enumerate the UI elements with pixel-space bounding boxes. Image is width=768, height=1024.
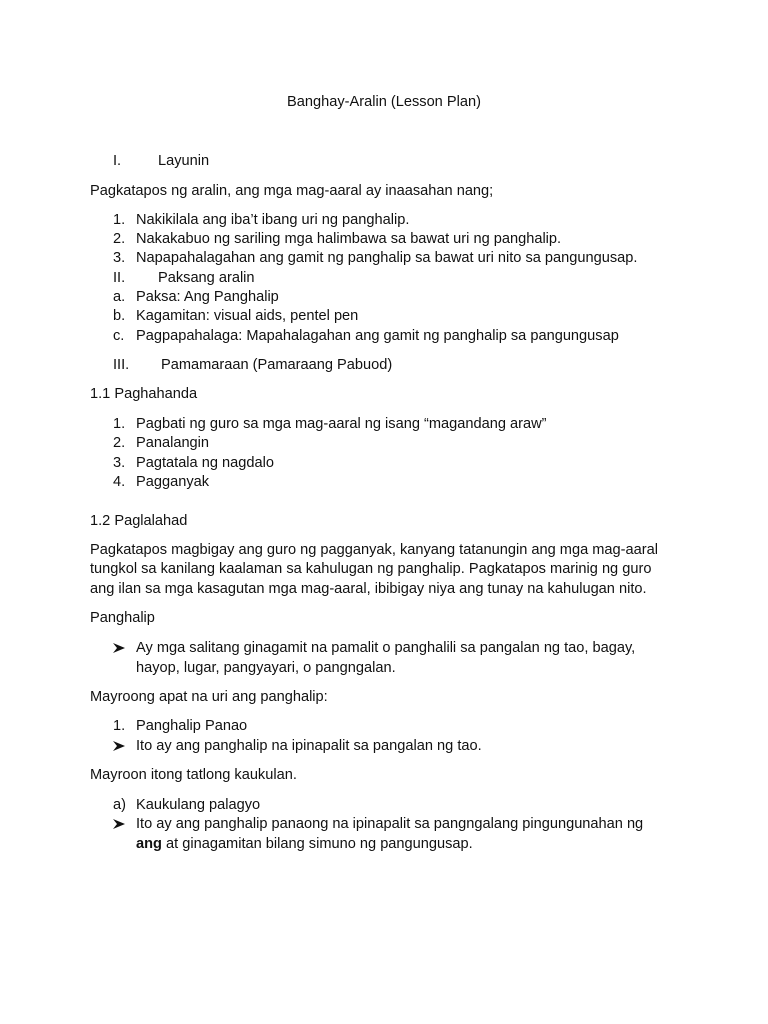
list-item: Nakikilala ang iba’t ibang uri ng panghalip. [136, 212, 410, 228]
list-letter: b. [113, 308, 126, 324]
paragraph-line: ang ilan sa mga kasagutan mga mag-aaral, ibibigay niya ang tunay na kahulugan nito. [90, 581, 647, 597]
section-heading-layunin: Layunin [158, 153, 210, 169]
case-description-line: Ito ay ang panghalip panaong na ipinapalit sa pangngalang pingungunahan ng [136, 816, 644, 832]
list-item: Pagbati ng guro sa mga mag-aaral ng isang “magandang araw” [136, 416, 547, 432]
list-number: 1. [113, 212, 126, 228]
list-letter: a) [113, 797, 126, 813]
subsection-heading-paglalahad: 1.2 Paglalahad [90, 513, 188, 529]
list-item: Napapahalagahan ang gamit ng panghalip sa bawat uri nito sa pangungusap. [136, 250, 638, 266]
list-item: Pagganyak [136, 474, 210, 490]
list-number: 4. [113, 474, 126, 490]
list-item: Nakakabuo ng sariling mga halimbawa sa bawat uri ng panghalip. [136, 231, 562, 247]
list-number: 1. [113, 416, 126, 432]
list-item: Pagtatala ng nagdalo [136, 455, 274, 471]
list-number: 2. [113, 231, 126, 247]
arrow-bullet-icon [113, 638, 127, 658]
list-number: 3. [113, 455, 126, 471]
document-title: Banghay-Aralin (Lesson Plan) [287, 94, 481, 110]
section-heading-pamamaraan: Pamamaraan (Pamaraang Pabuod) [161, 357, 393, 373]
type-description: Ito ay ang panghalip na ipinapalit sa pangalan ng tao. [136, 738, 482, 754]
section-number: II. [113, 270, 126, 286]
case-description-line [136, 834, 473, 854]
list-number: 3. [113, 250, 126, 266]
list-item: Paksa: Ang Panghalip [136, 289, 279, 305]
list-item: Pagpapahalaga: Mapahalagahan ang gamit ng panghalip sa pangungusap [136, 328, 619, 344]
paragraph-line: Pagkatapos magbigay ang guro ng pagganyak, kanyang tatanungin ang mga mag-aaral [90, 542, 658, 558]
section-heading-paksang-aralin: Paksang aralin [158, 270, 255, 286]
list-item: Panalangin [136, 435, 210, 451]
list-item: Panghalip Panao [136, 718, 248, 734]
intro-text: Pagkatapos ng aralin, ang mga mag-aaral ay inaasahan nang; [90, 183, 494, 199]
definition-line: hayop, lugar, pangyayari, o pangngalan. [136, 660, 396, 676]
bold-keyword: ang [136, 836, 162, 852]
three-cases-text: Mayroon itong tatlong kaukulan. [90, 767, 297, 783]
arrow-bullet-icon [113, 814, 127, 834]
list-item: Kagamitan: visual aids, pentel pen [136, 308, 359, 324]
section-number: III. [113, 357, 130, 373]
list-number: 2. [113, 435, 126, 451]
subsection-heading-paghahanda: 1.1 Paghahanda [90, 386, 198, 402]
list-letter: a. [113, 289, 126, 305]
panghalip-heading: Panghalip [90, 610, 155, 626]
four-types-text: Mayroong apat na uri ang panghalip: [90, 689, 328, 705]
paragraph-line: tungkol sa kanilang kaalaman sa kahulugan ng panghalip. Pagkatapos marinig ng guro [90, 561, 652, 577]
definition-line: Ay mga salitang ginagamit na pamalit o panghalili sa pangalan ng tao, bagay, [136, 640, 636, 656]
list-item: Kaukulang palagyo [136, 797, 261, 813]
case-description-rest: at ginagamitan bilang simuno ng pangungusap. [161, 836, 473, 852]
arrow-bullet-icon [113, 736, 127, 756]
list-letter: c. [113, 328, 125, 344]
section-number: I. [113, 153, 122, 169]
list-number: 1. [113, 718, 126, 734]
